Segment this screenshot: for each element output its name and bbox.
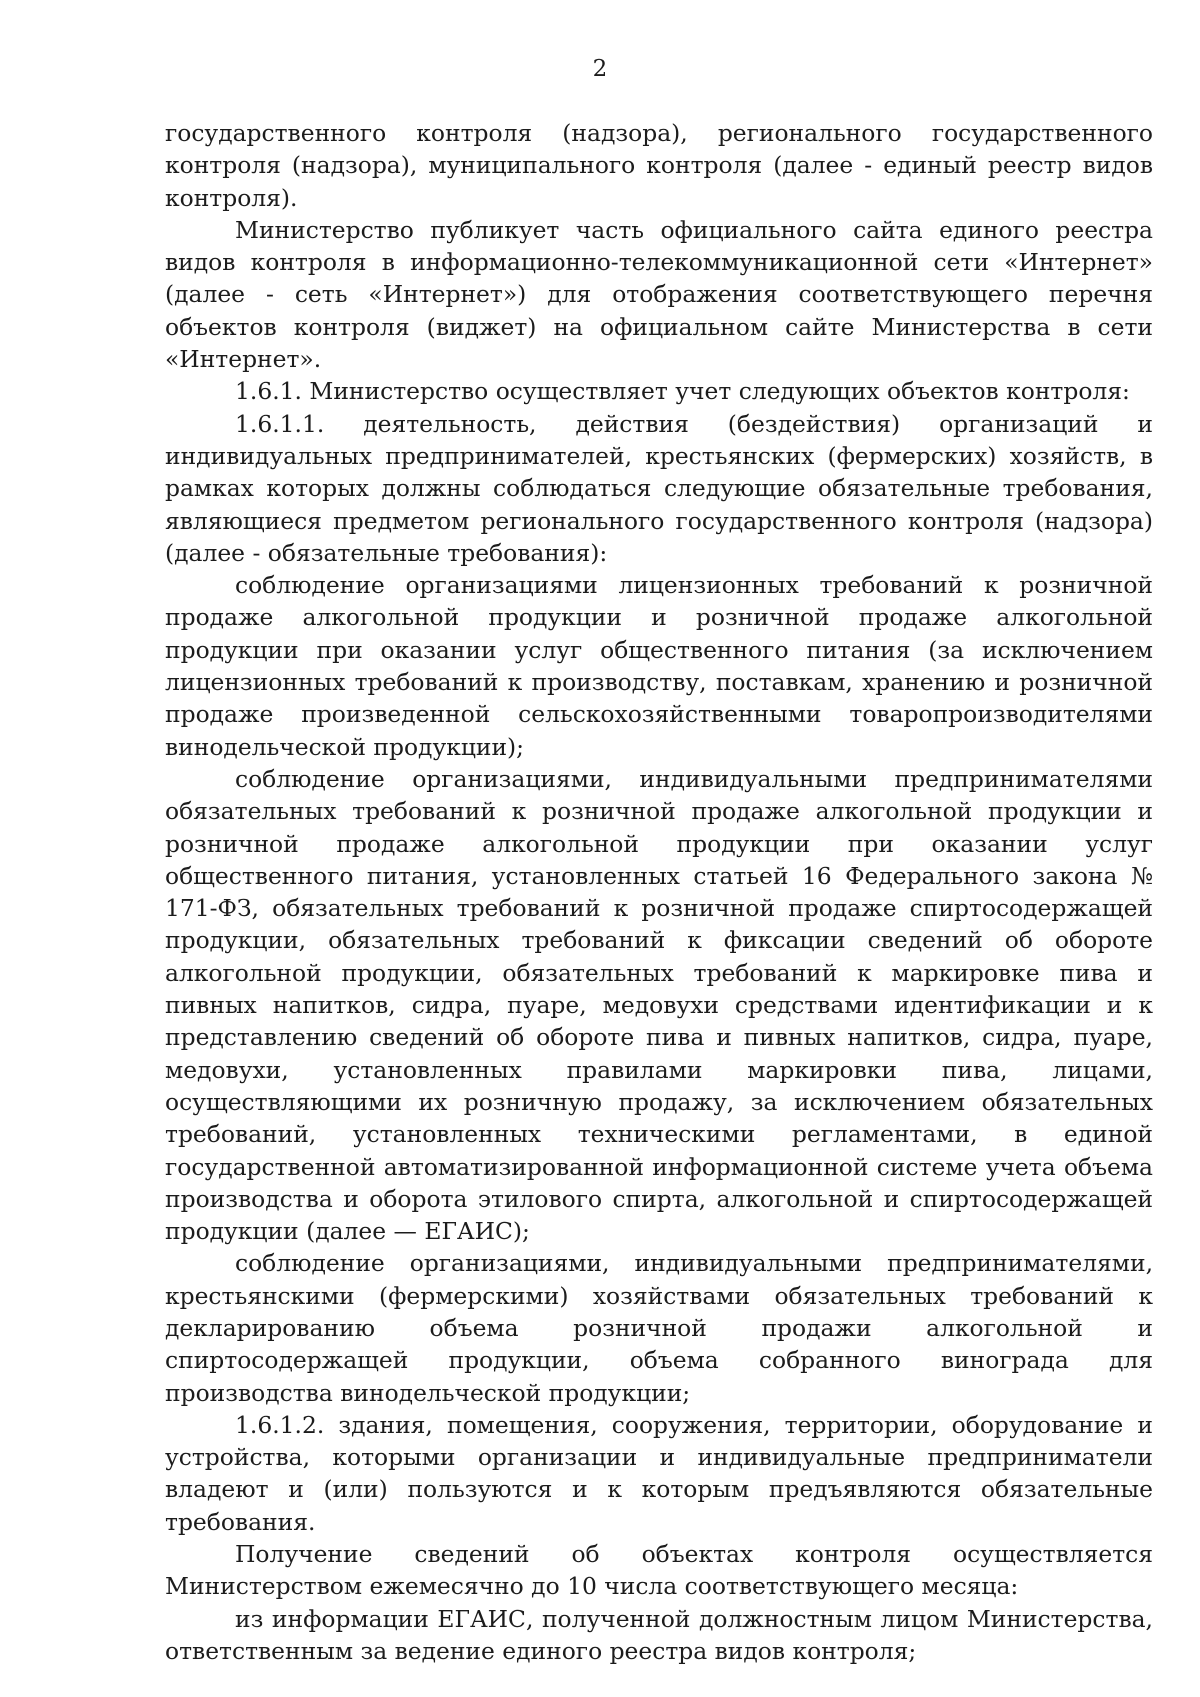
paragraph: Получение сведений об объектах контроля осуществляется Министерством ежемесячно до 10 числа соответствующего месяца: — [165, 1540, 1153, 1601]
paragraph: из информации ЕГАИС, полученной должностным лицом Министерства, ответственным за ведение единого реестра видов контроля; — [165, 1604, 1153, 1665]
paragraph: 1.6.1.1. деятельность, действия (бездействия) организаций и индивидуальных предпринимателей, крестьянских (фермерских) хозяйств, в рамках которых должны соблюдаться следующие обязательные требования, являющиеся предметом регионального государственного контроля (надзора) (далее - обязательные требования): — [165, 409, 1153, 567]
paragraph: 1.6.1. Министерство осуществляет учет следующих объектов контроля: — [235, 377, 1130, 406]
document-body — [165, 117, 1153, 1667]
paragraph: соблюдение организациями, индивидуальными предпринимателями обязательных требований к розничной продаже алкогольной продукции и розничной продаже алкогольной продукции при оказании услуг общественного питания, установленных статьей 16 Федерального закона № 171-ФЗ, обязательных требований к розничной продаже спиртосодержащей продукции, обязательных требований к фиксации сведений об обороте алкогольной продукции, обязательных требований к маркировке пива и пивных напитков, сидра, пуаре, медовухи средствами идентификации и к представлению сведений об обороте пива и пивных напитков, сидра, пуаре, медовухи, установленных правилами маркировки пива, лицами, осуществляющими их розничную продажу, за исключением обязательных требований, установленных техническими регламентами, в единой государственной автоматизированной информационной системе учета объема производства и оборота этилового спирта, алкогольной и спиртосодержащей продукции (далее — ЕГАИС); — [165, 764, 1153, 1246]
paragraph: соблюдение организациями, индивидуальными предпринимателями, крестьянскими (фермерскими) хозяйствами обязательных требований к декларированию объема розничной продажи алкогольной и спиртосодержащей продукции, объема собранного винограда для производства винодельческой продукции; — [165, 1249, 1153, 1407]
paragraph: 1.6.1.2. здания, помещения, сооружения, территории, оборудование и устройства, которыми организации и индивидуальные предприниматели владеют и (или) пользуются и к которым предъявляются обязательные требования. — [165, 1410, 1153, 1536]
paragraph: государственного контроля (надзора), регионального государственного контроля (надзора), муниципального контроля (далее - единый реестр видов контроля). — [165, 119, 1153, 212]
paragraph: Министерство публикует часть официального сайта единого реестра видов контроля в информационно-телекоммуникационной сети «Интернет» (далее - сеть «Интернет») для отображения соответствующего перечня объектов контроля (виджет) на официальном сайте Министерства в сети «Интернет». — [165, 215, 1153, 374]
page-number: 2 — [592, 56, 608, 82]
paragraph: соблюдение организациями лицензионных требований к розничной продаже алкогольной продукции и розничной продаже алкогольной продукции при оказании услуг общественного питания (за исключением лицензионных требований к производству, поставкам, хранению и розничной продаже произведенной сельскохозяйственными товаропроизводителями винодельческой продукции); — [165, 571, 1153, 761]
